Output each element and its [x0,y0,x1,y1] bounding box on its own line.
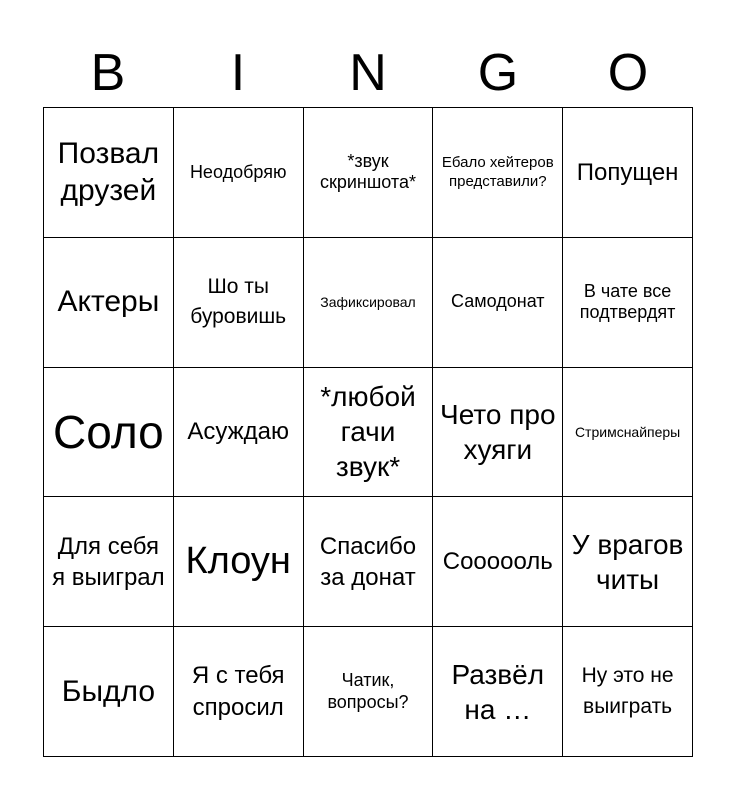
bingo-cell[interactable]: Шо ты буровишь [174,238,304,368]
bingo-cell[interactable]: Соло [44,368,174,498]
bingo-cell[interactable]: Асуждаю [174,368,304,498]
bingo-header [43,40,693,106]
bingo-cell[interactable]: Самодонат [433,238,563,368]
bingo-cell[interactable]: Спасибо за донат [304,497,434,627]
bingo-cell[interactable]: Неодобряю [174,108,304,238]
header-letter-o: O [607,44,649,102]
header-letter-g: G [477,44,519,102]
bingo-cell[interactable]: Зафиксировал [304,238,434,368]
bingo-cell[interactable]: Актеры [44,238,174,368]
bingo-cell[interactable]: Попущен [563,108,693,238]
header-letter-i: I [230,44,246,102]
bingo-cell[interactable]: Соооооль [433,497,563,627]
bingo-cell[interactable]: Чето про хуяги [433,368,563,498]
bingo-cell[interactable]: Клоун [174,497,304,627]
bingo-cell[interactable]: *звук скриншота* [304,108,434,238]
bingo-cell[interactable]: Быдло [44,627,174,757]
bingo-cell[interactable]: *любой гачи звук* [304,368,434,498]
bingo-cell[interactable]: Для себя я выиграл [44,497,174,627]
bingo-cell[interactable]: Ну это не выиграть [563,627,693,757]
bingo-cell[interactable]: Ебало хейтеров представили? [433,108,563,238]
header-letter-b: B [90,44,126,102]
header-letter-n: N [349,44,387,102]
bingo-cell[interactable]: Развёл на … [433,627,563,757]
bingo-cell[interactable]: Позвал друзей [44,108,174,238]
bingo-cell[interactable]: Чатик, вопросы? [304,627,434,757]
bingo-cell[interactable]: Стримснайперы [563,368,693,498]
bingo-cell[interactable]: У врагов читы [563,497,693,627]
bingo-board [43,107,693,757]
bingo-cell[interactable]: В чате все подтвердят [563,238,693,368]
bingo-cell[interactable]: Я с тебя спросил [174,627,304,757]
